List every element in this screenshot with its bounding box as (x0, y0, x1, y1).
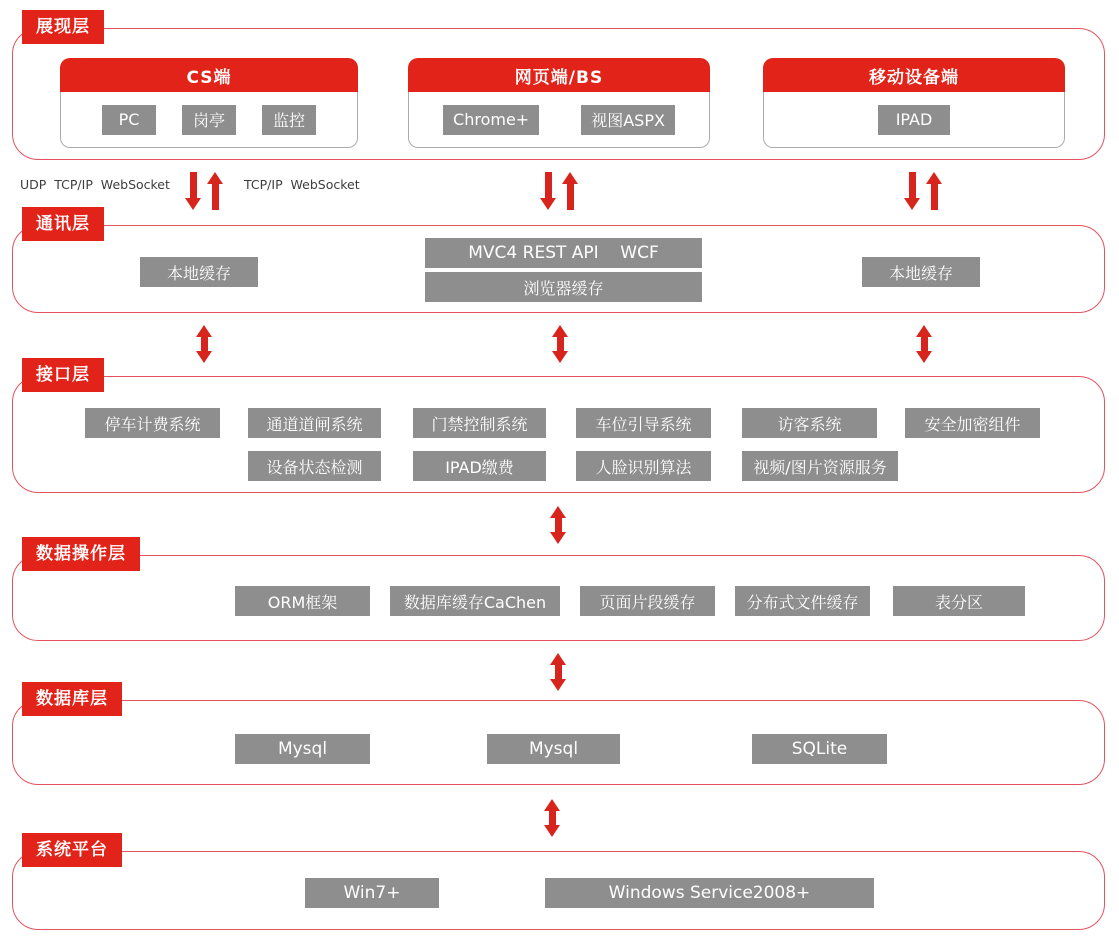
communication-layer-label: 通讯层 (22, 207, 104, 241)
double-arrow-icon (552, 325, 568, 363)
mobile-client-card-body (763, 92, 1065, 148)
browser-cache-item: 浏览器缓存 (425, 272, 702, 302)
protocol-label-right: TCP/IP WebSocket (244, 177, 360, 192)
aspx-view-item: 视图ASPX (581, 105, 675, 135)
web-client-card-header: 网页端/BS (408, 58, 710, 92)
web-client-card (408, 58, 710, 148)
sqlite-item: SQLite (752, 734, 887, 764)
db-cache-item: 数据库缓存CaChen (390, 586, 560, 616)
system-platform-layer-label: 系统平台 (22, 833, 122, 867)
presentation-layer-label: 展现层 (22, 10, 104, 44)
mobile-client-card-header: 移动设备端 (763, 58, 1065, 92)
ipad-item: IPAD (878, 105, 950, 135)
mysql-item-2: Mysql (487, 734, 620, 764)
database-layer-label: 数据库层 (22, 682, 122, 716)
guard-booth-item: 岗亭 (182, 105, 236, 135)
local-cache-right-item: 本地缓存 (862, 257, 980, 287)
mvc-rest-api-wcf-item: MVC4 REST API WCF (425, 238, 702, 268)
double-arrow-icon (550, 653, 566, 691)
access-control-item: 门禁控制系统 (413, 408, 546, 438)
double-arrow-icon (196, 325, 212, 363)
double-arrow-icon (544, 799, 560, 837)
distributed-file-cache-item: 分布式文件缓存 (735, 586, 870, 616)
down-arrow-icon (540, 172, 556, 210)
parking-guidance-item: 车位引导系统 (576, 408, 711, 438)
chrome-item: Chrome+ (443, 105, 539, 135)
local-cache-left-item: 本地缓存 (140, 257, 258, 287)
monitor-item: 监控 (262, 105, 316, 135)
parking-billing-item: 停车计费系统 (85, 408, 220, 438)
mysql-item-1: Mysql (235, 734, 370, 764)
cs-client-card-body (60, 92, 358, 148)
data-operation-layer-label: 数据操作层 (22, 537, 140, 571)
cs-client-card-header: CS端 (60, 58, 358, 92)
device-status-item: 设备状态检测 (248, 451, 381, 481)
security-encryption-item: 安全加密组件 (905, 408, 1040, 438)
up-arrow-icon (926, 172, 942, 210)
lane-gate-item: 通道道闸系统 (248, 408, 381, 438)
table-partition-item: 表分区 (893, 586, 1025, 616)
protocol-label-left: UDP TCP/IP WebSocket (20, 177, 170, 192)
face-recognition-item: 人脸识别算法 (576, 451, 711, 481)
orm-framework-item: ORM框架 (235, 586, 370, 616)
interface-layer-label: 接口层 (22, 358, 104, 392)
down-arrow-icon (904, 172, 920, 210)
cs-client-card (60, 58, 358, 148)
double-arrow-icon (550, 506, 566, 544)
web-client-card-body (408, 92, 710, 148)
video-image-service-item: 视频/图片资源服务 (742, 451, 898, 481)
up-arrow-icon (207, 172, 223, 210)
ipad-payment-item: IPAD缴费 (413, 451, 546, 481)
windows-service-item: Windows Service2008+ (545, 878, 874, 908)
down-arrow-icon (185, 172, 201, 210)
win7-item: Win7+ (305, 878, 439, 908)
mobile-client-card (763, 58, 1065, 148)
visitor-system-item: 访客系统 (742, 408, 877, 438)
up-arrow-icon (562, 172, 578, 210)
double-arrow-icon (916, 325, 932, 363)
page-fragment-cache-item: 页面片段缓存 (580, 586, 715, 616)
pc-item: PC (102, 105, 156, 135)
